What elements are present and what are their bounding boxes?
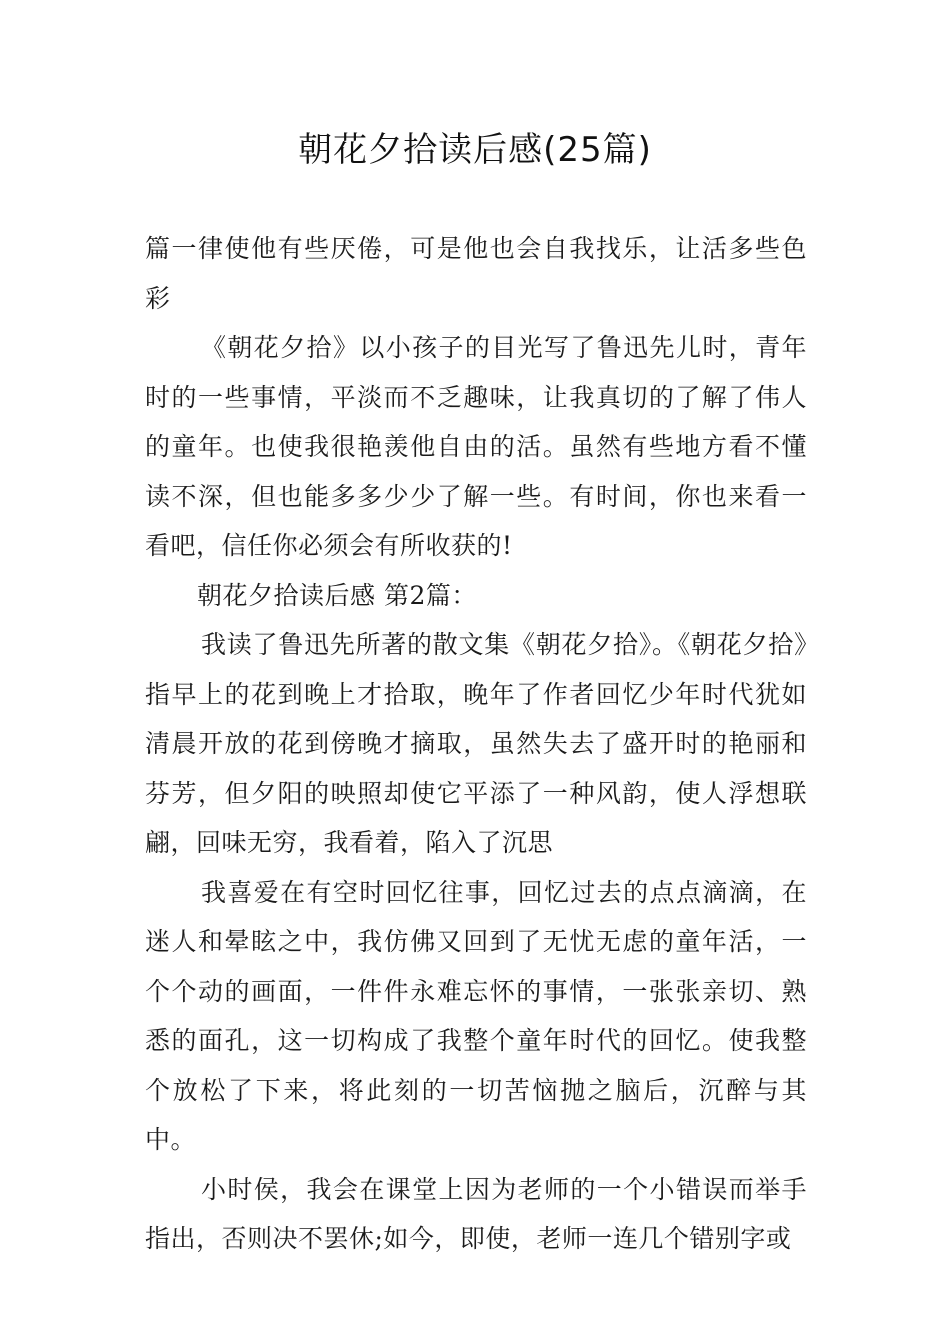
- paragraph: 我读了鲁迅先所著的散文集《朝花夕拾》。《朝花夕拾》指早上的花到晚上才拾取，晚年了作者回忆少年时代犹如清晨开放的花到傍晚才摘取，虽然失去了盛开时的艳丽和芬芳，但夕阳的映照却使它平添了一种风韵，使人浮想联翩，回味无穷，我看着，陷入了沉思: [145, 630, 807, 857]
- document-body: [145, 224, 807, 1264]
- paragraph: 《朝花夕拾》以小孩子的目光写了鲁迅先儿时，青年时的一些事情，平淡而不乏趣味，让我真切的了解了伟人的童年。也使我很艳羡他自由的活。虽然有些地方看不懂读不深，但也能多多少少了解一些。有时间，你也来看一看吧，信任你必须会有所收获的!: [145, 333, 807, 560]
- paragraph: 我喜爱在有空时回忆往事，回忆过去的点点滴滴，在迷人和晕眩之中，我仿佛又回到了无忧无虑的童年活，一个个动的画面，一件件永难忘怀的事情，一张张亲切、熟悉的面孔，这一切构成了我整个童年时代的回忆。使我整个放松了下来，将此刻的一切苦恼抛之脑后，沉醉与其中。: [145, 877, 807, 1154]
- section-heading: 朝花夕拾读后感 第2篇：: [197, 580, 477, 610]
- paragraph: 篇一律使他有些厌倦，可是他也会自我找乐，让活多些色彩: [145, 234, 807, 313]
- document-title: 朝花夕拾读后感(25篇): [298, 130, 652, 170]
- paragraph: 小时侯，我会在课堂上因为老师的一个小错误而举手指出，否则决不罢休;如今，即使，老师一连几个错别字或: [145, 1174, 807, 1253]
